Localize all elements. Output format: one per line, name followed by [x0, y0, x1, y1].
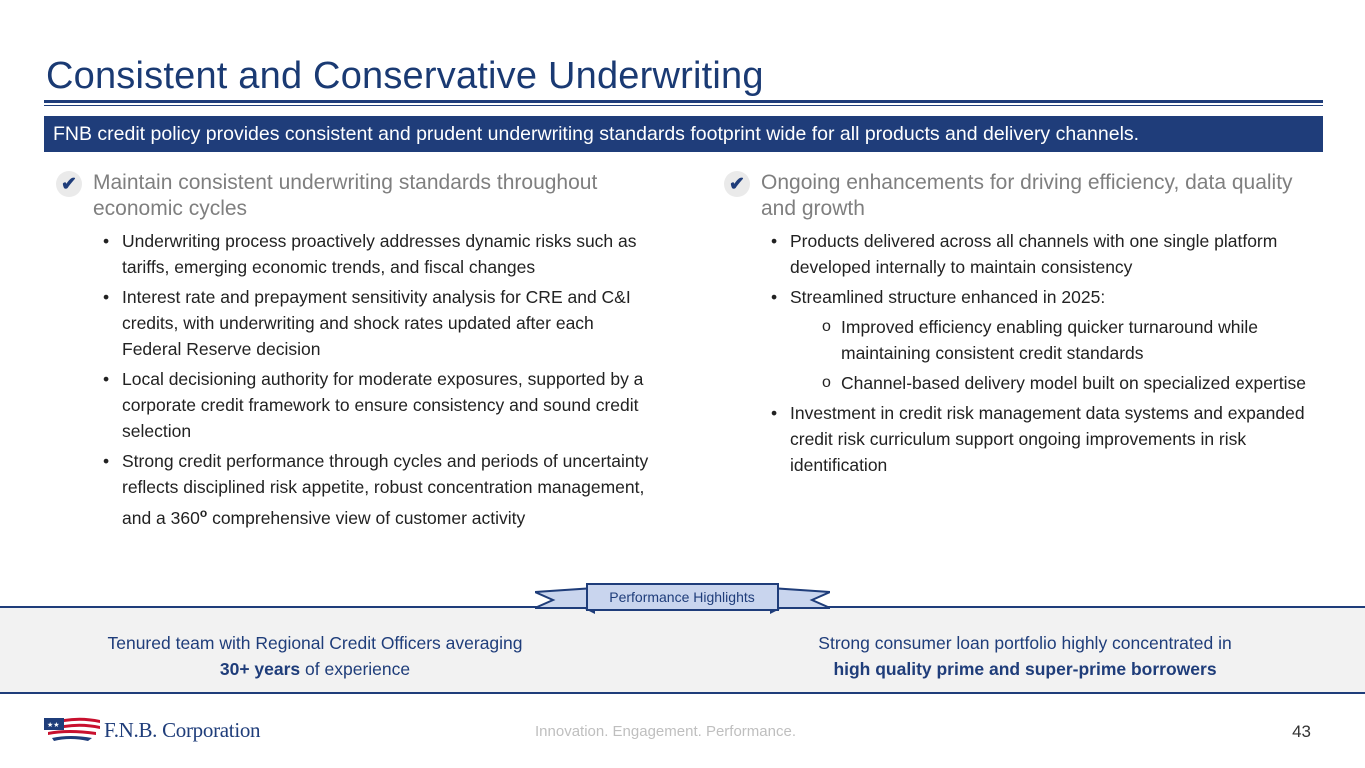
- left-bullet-list: [103, 228, 656, 531]
- left-heading: [56, 170, 656, 222]
- ribbon-label: Performance Highlights: [609, 589, 755, 605]
- title-divider-thin: [44, 105, 1323, 106]
- sub-list-item: o Channel-based delivery model built on specialized expertise: [822, 373, 1306, 393]
- svg-text:★★: ★★: [47, 721, 60, 729]
- company-logo: [44, 716, 260, 744]
- page-number: 43: [1292, 722, 1311, 741]
- list-item: • Local decisioning authority for moderate exposures, supported by a corporate credit framework to ensure consistency and sound credit selection: [103, 369, 644, 441]
- list-item: • Interest rate and prepayment sensitivity analysis for CRE and C&I credits, with underwriting and shock rates updated after each Federal Reserve decision: [103, 287, 631, 359]
- page-title: Consistent and Conservative Underwriting: [46, 55, 764, 97]
- list-item: • Strong credit performance through cycles and periods of uncertainty reflects disciplined risk appetite, robust concentration management, and a 360$^o$ comprehensive view of customer activity: [103, 451, 649, 528]
- check-icon: ✔: [56, 171, 82, 197]
- footer-tagline: Innovation. Engagement. Performance.: [535, 723, 796, 740]
- right-column: [724, 170, 1324, 482]
- list-item: • Investment in credit risk management data systems and expanded credit risk curriculum support ongoing improvements in risk identification: [771, 403, 1305, 475]
- logo-flag-icon: [44, 716, 100, 744]
- right-heading-text: Ongoing enhancements for driving efficiency, data quality and growth: [761, 171, 1293, 220]
- left-column: [56, 170, 656, 535]
- right-bullet-list: [771, 228, 1324, 478]
- highlight-consumer-portfolio: Strong consumer loan portfolio highly concentrated in high quality prime and super-prime borrowers: [818, 633, 1232, 679]
- policy-banner: FNB credit policy provides consistent and prudent underwriting standards footprint wide for all products and delivery channels.: [44, 116, 1323, 152]
- degree-mark: o: [199, 506, 208, 520]
- logo-text: F.N.B. Corporation: [104, 717, 261, 742]
- list-item: • Streamlined structure enhanced in 2025: o Improved efficiency enabling quicker turnaround while maintaining consistent credit standards o Channel-based delivery model built on specialized expertise: [771, 284, 1324, 396]
- left-heading-text: Maintain consistent underwriting standards throughout economic cycles: [93, 171, 598, 220]
- list-item: • Products delivered across all channels with one single platform developed internally to maintain consistency: [771, 231, 1278, 277]
- highlight-tenured-team: Tenured team with Regional Credit Officers averaging 30+ years of experience: [107, 633, 523, 679]
- list-item: • Underwriting process proactively addresses dynamic risks such as tariffs, emerging economic trends, and fiscal changes: [103, 231, 637, 277]
- title-divider-thick: [44, 100, 1323, 103]
- sub-bullet-list: [822, 314, 1324, 396]
- sub-list-item: o Improved efficiency enabling quicker turnaround while maintaining consistent credit standards: [822, 317, 1259, 363]
- right-heading: [724, 170, 1324, 222]
- check-icon: ✔: [724, 171, 750, 197]
